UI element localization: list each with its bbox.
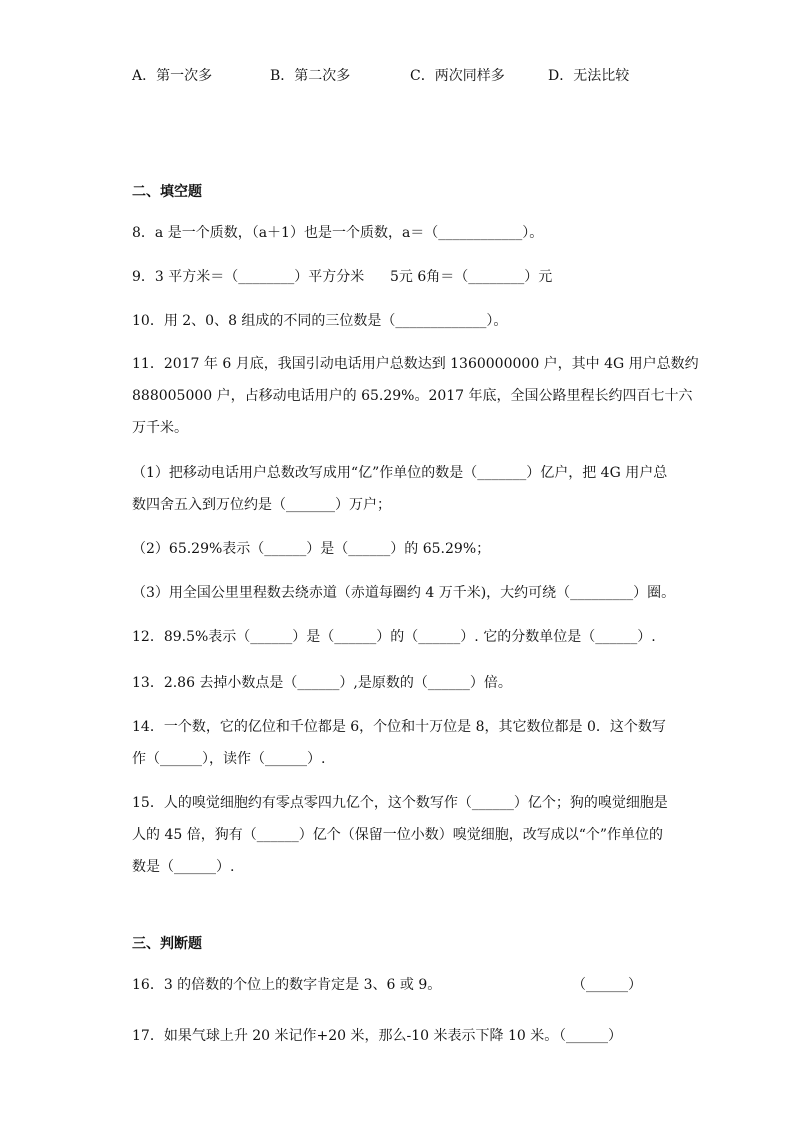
question-11-line-2: 888005000 户，占移动电话用户的 65.29%。2017 年底，全国公路里程长约四百七十六 (132, 388, 693, 404)
question-17-answer-blank: （______） (552, 1028, 622, 1044)
option-a: A．第一次多 (132, 68, 213, 84)
question-14-line-2: 作（______），读作（______）. (132, 751, 326, 767)
section-title-fill-in: 二、填空题 (132, 184, 202, 200)
question-17: 17．如果气球上升 20 米记作+20 米，那么-10 米表示下降 10 米。 (132, 1028, 559, 1044)
question-8: 8．a 是一个质数，（a＋1）也是一个质数，a＝（____________）。 (132, 225, 544, 241)
question-11-sub-2: （2）65.29%表示（______）是（______）的 65.29%； (132, 541, 491, 557)
question-11-line-3: 万千米。 (132, 420, 188, 436)
question-9-part-b: 5元 6角＝（________）元 (390, 269, 553, 285)
question-11-line-1: 11．2017 年 6 月底，我国引动电话用户总数达到 1360000000 户，其中 4G 用户总数约 (132, 356, 699, 372)
question-11-sub-1-line-2: 数四舍五入到万位约是（_______）万户； (132, 497, 391, 513)
option-c: C．两次同样多 (410, 68, 505, 84)
question-16-answer-blank: （______） (572, 977, 642, 993)
option-b: B．第二次多 (270, 68, 351, 84)
question-9-part-a: 9．3 平方米＝（________）平方分米 (132, 269, 365, 285)
question-11-sub-3: （3）用全国公里里程数去绕赤道（赤道每圈约 4 万千米)，大约可绕（_________）圈。 (132, 585, 676, 601)
question-15-line-1: 15．人的嗅觉细胞约有零点零四九亿个，这个数写作（______）亿个；狗的嗅觉细胞是 (132, 795, 668, 811)
question-10: 10．用 2、0、8 组成的不同的三位数是（_____________）。 (132, 313, 508, 329)
option-d: D．无法比较 (548, 68, 630, 84)
question-15-line-2: 人的 45 倍，狗有（______）亿个（保留一位小数）嗅觉细胞，改写成以“个”作单位的 (132, 827, 664, 843)
question-14-line-1: 14．一个数，它的亿位和千位都是 6，个位和十万位是 8，其它数位都是 0．这个数写 (132, 719, 666, 735)
question-11-sub-1-line-1: （1）把移动电话用户总数改写成用“亿”作单位的数是（_______）亿户，把 4G 用户总 (132, 465, 668, 481)
question-12: 12．89.5%表示（______）是（______）的（______）. 它的分数单位是（______）. (132, 629, 656, 645)
section-title-judgement: 三、判断题 (132, 936, 202, 952)
question-15-line-3: 数是（______）. (132, 859, 235, 875)
question-16: 16．3 的倍数的个位上的数字肯定是 3、6 或 9。 (132, 977, 442, 993)
question-13: 13．2.86 去掉小数点是（______）,是原数的（______）倍。 (132, 675, 512, 691)
